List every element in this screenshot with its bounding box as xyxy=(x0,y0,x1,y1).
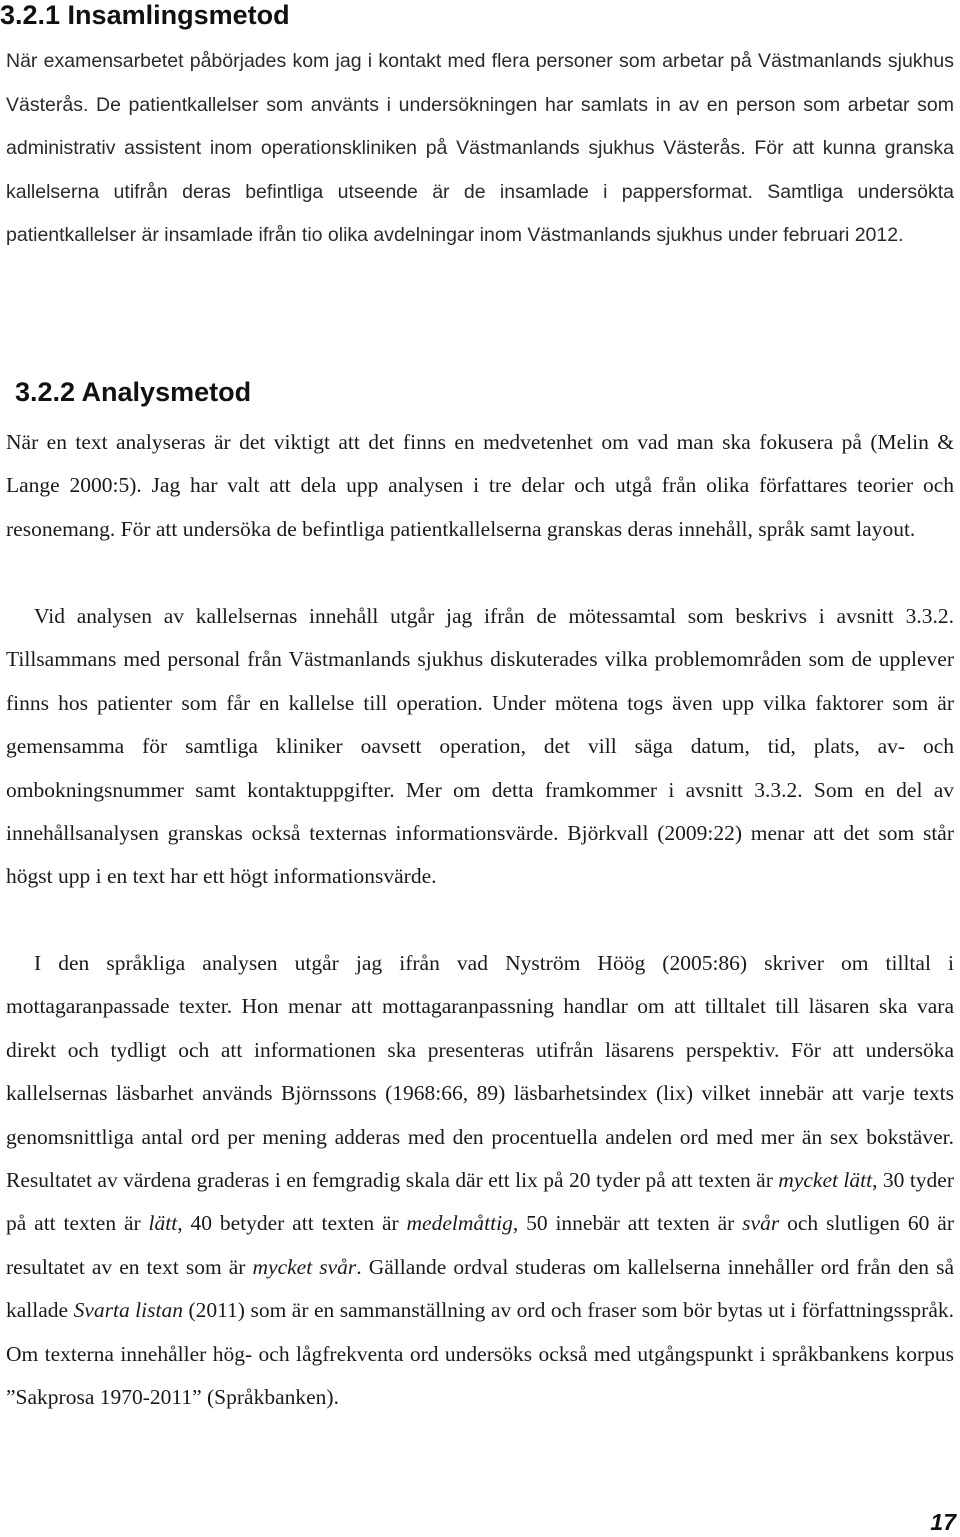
italic-term: lätt xyxy=(148,1211,178,1236)
text-run: , 40 betyder att texten är xyxy=(177,1211,407,1236)
text-run: , 30 tyder på att texten är xyxy=(6,1168,954,1236)
paragraph-analysmetod-2: Vid analysen av kallelsernas innehåll utgår jag ifrån de mötessamtal som beskrivs i avsnitt 3.3.2. Tillsammans med personal från Västmanlands sjukhus diskuterades vilka problemområden som de upplever finns hos patienter som får en kallelse till operation. Under mötena togs även upp vilka faktorer som är gemensamma för samtliga kliniker oavsett operation, det vill säga datum, tid, plats, av- och ombokningsnummer samt kontaktuppgifter. Mer om detta framkommer i avsnitt 3.3.2. Som en del av innehållsanalysen granskas också texternas informationsvärde. Björkvall (2009:22) menar att det som står högst upp i en text har ett högt informationsvärde. xyxy=(6,604,954,889)
text-run: (2011) som är en sammanställning av ord och fraser som bör bytas ut i författningsspråk. Om texterna innehåller hög- och lågfrekventa ord undersöks också med utgångspunkt i språkbankens korpus ”Sakprosa 1970-2011” (Språkbanken). xyxy=(6,1298,954,1410)
text-run: När examensarbetet påbörjades kom jag i kontakt med flera personer som arbetar på Västmanlands sjukhus Västerås. De patientkallelser som använts i undersökningen har samlats in av en person som arbetar som administrativ assistent inom operationskliniken på Västmanlands sjukhus Västerås. xyxy=(6,50,954,160)
paragraph-analysmetod-1: När en text analyseras är det viktigt att det finns en medvetenhet om vad man ska fokusera på (Melin & Lange 2000:5). Jag har valt att dela upp analysen i tre delar och utgå från olika författares teorier och resonemang. För att undersöka de befintliga patientkallelserna granskas deras innehåll, språk samt layout. xyxy=(6,430,954,541)
section-heading-insamlingsmetod: 3.2.1 Insamlingsmetod xyxy=(0,0,290,30)
italic-term: mycket lätt xyxy=(778,1168,873,1193)
text-run: . Gällande ordval studeras om kallelserna innehåller ord från den så kallade xyxy=(6,1254,954,1323)
text-run: , 50 innebär att texten är xyxy=(512,1211,743,1236)
text-run: För att kunna granska kallelserna utifrån deras befintliga utseende är de insamlade i pappersformat. Samtliga undersökta patientkallelser är insamlade ifrån tio olika avdelningar inom Västmanlands sjukhus under februari 2012. xyxy=(6,137,955,247)
italic-term: mycket svår xyxy=(252,1254,357,1279)
text-run: och slutligen 60 är resultatet av en text som är xyxy=(6,1211,954,1279)
text-run: I den språkliga analysen utgår jag ifrån vad Nyström Höög (2005:86) skriver om tilltal i mottagaranpassade texter. Hon menar att mottagaranpassning handlar om att tilltalet till läsaren ska vara direkt och tydligt och att informationen ska presenteras utifrån läsarens perspektiv. För att undersöka kallelsernas läsbarhet används Björnssons (1968:66, 89) läsbarhetsindex (lix) vilket innebär att varje texts genomsnittliga antal ord per mening adderas med den procentuella andelen ord med mer än sex bokstäver. Resultatet av värdena graderas i en femgradig skala där ett lix på 20 tyder på att texten är xyxy=(6,951,954,1193)
paragraph-insamlingsmetod xyxy=(6,40,954,258)
italic-term: medelmåttig xyxy=(406,1211,513,1236)
page-number: 17 xyxy=(930,1509,956,1535)
italic-term: Svarta listan xyxy=(73,1298,183,1323)
section-heading-analysmetod: 3.2.2 Analysmetod xyxy=(15,377,252,407)
paragraph-analysmetod-3 xyxy=(6,942,954,1419)
italic-term: svår xyxy=(742,1211,780,1236)
